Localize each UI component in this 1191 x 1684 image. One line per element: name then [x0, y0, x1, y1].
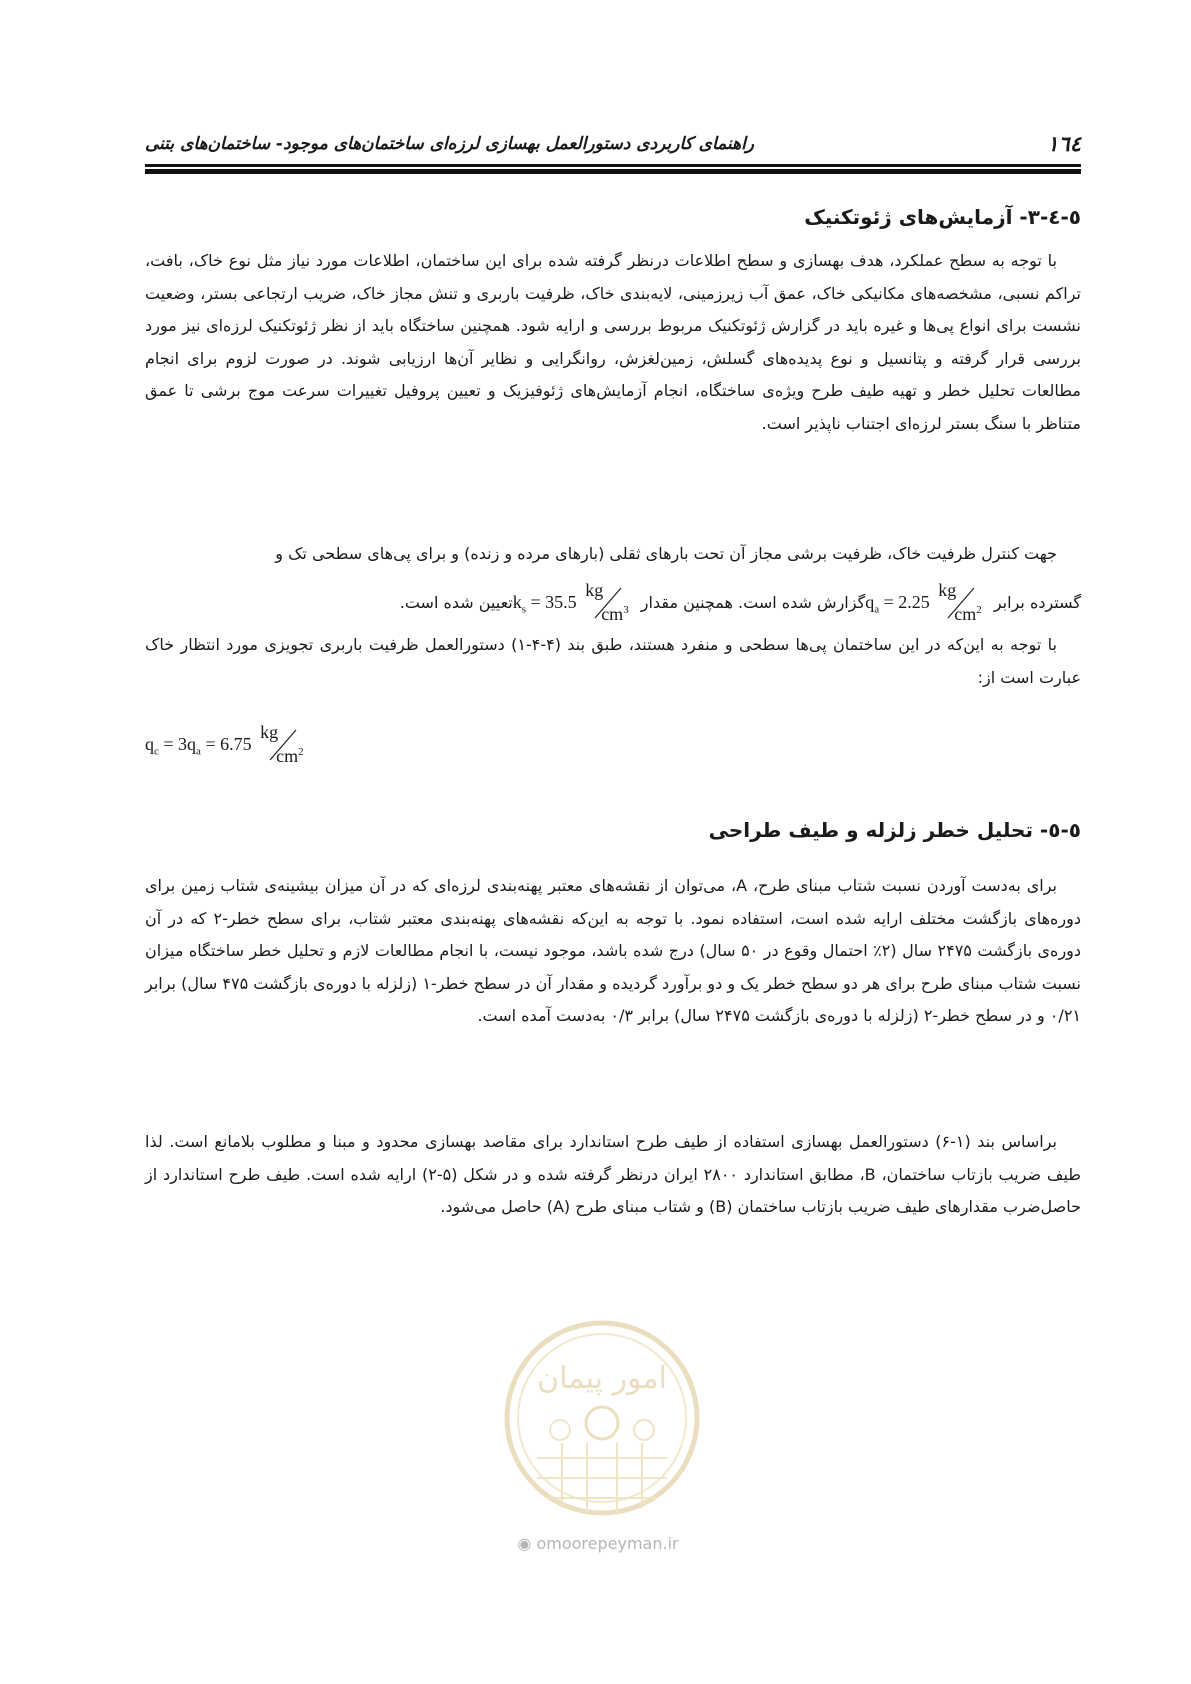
qc-value: = 6.75 — [205, 734, 252, 755]
page-header — [145, 128, 1081, 160]
geotech-paragraph-2: جهت کنترل ظرفیت خاک، ظرفیت برشی مجاز آن تحت بارهای ثقلی (بارهای مرده و زنده) و برای پی‌های سطحی تک و — [275, 544, 1057, 563]
hazard-paragraph-1: برای به‌دست آوردن نسبت شتاب مبنای طرح، A، می‌توان از نقشه‌های معتبر پهنه‌بندی لرزه‌ای که در آن میزان بیشینه‌ی شتاب زمین برای دوره‌های بازگشت مختلف ارایه شده است، استفاده نمود. با توجه به این‌که نقشه‌های پهنه‌بندی معتبر شتاب، برای سطح خطر-۲ که در آن دوره‌ی بازگشت ۲۴۷۵ سال (۲٪ احتمال وقوع در ۵۰ سال) درج شده باشد، موجود نیست، با انجام مطالعات لازم و تحلیل خطر ساختگاه میزان نسبت شتاب مبنای طرح برای هر دو سطح خطر یک و دو برآورد گردیده و مقدار آن در سطح خطر-۱ (زلزله با دوره‌ی بازگشت ۴۷۵ سال) برابر ۰/۲۱ و در سطح خطر-۲ (زلزله با دوره‌ی بازگشت ۲۴۷۵ سال) برابر ۰/۳ به‌دست آمده است. — [145, 876, 1082, 1025]
q-symbol: q — [865, 592, 875, 613]
header-rule-thin — [145, 164, 1081, 167]
sub-a: a — [874, 603, 880, 616]
unit-kg: kg — [260, 722, 279, 742]
footer-url: ◉ omoorepeyman.ir — [517, 1534, 679, 1553]
text-reported: گزارش شده است. همچنین مقدار — [640, 593, 866, 613]
sub-a: a — [196, 745, 201, 758]
sub-c: c — [154, 745, 159, 758]
section-geotechnical — [145, 205, 1081, 229]
k-symbol: k — [512, 592, 522, 613]
watermark-logo — [492, 1318, 712, 1518]
header-rule-thick — [145, 169, 1081, 174]
hazard-paragraph-2-wrap — [145, 1126, 1081, 1224]
geotech-paragraph-3-wrap — [145, 629, 1081, 694]
footer-url-text: omoorepeyman.ir — [536, 1534, 679, 1553]
qa-value: = 2.25 — [883, 592, 930, 613]
bearing-values-line — [145, 580, 1081, 624]
page-number: ١٦٤ — [1047, 132, 1081, 156]
ks-value: = 35.5 — [530, 592, 577, 613]
unit-fraction-kg-cm2 — [256, 722, 306, 766]
unit-cm: cm — [954, 604, 977, 624]
qc-lhs: = 3q — [163, 734, 197, 755]
hazard-paragraph-1-wrap — [145, 870, 1081, 1033]
unit-cm: cm — [276, 746, 299, 766]
section-heading: ٥-٤-٣- آزمایش‌های ژئوتکنیک — [804, 205, 1081, 229]
section-hazard-analysis — [145, 818, 1081, 842]
sub-s: s — [521, 603, 527, 616]
hazard-paragraph-2: براساس بند (۱-۶) دستورالعمل بهسازی استفاده از طیف طرح استاندارد برای مقاصد بهسازی محدود و مبنا و مطلوب بلامانع است. لذا طیف ضریب بازتاب ساختمان، B، مطابق استاندارد ۲۸۰۰ ایران درنظر گرفته شده و در شکل (۵-۲) ارایه شده است. طیف طرح استاندارد از حاصل‌ضرب مقدارهای طیف ضریب بازتاب ساختمان (B) و شتاب مبنای طرح (A) حاصل می‌شود. — [145, 1132, 1082, 1216]
geotech-paragraph-3: با توجه به این‌که در این ساختمان پی‌ها سطحی و منفرد هستند، طبق بند (۴-۴-۱) دستورالعمل ظرفیت باربری تجویزی مورد انتظار خاک عبارت است از: — [145, 635, 1081, 687]
unit-cm: cm — [601, 604, 624, 624]
geotech-paragraph-2-wrap — [145, 538, 1081, 571]
ks-formula — [512, 580, 636, 624]
qa-formula — [865, 580, 989, 624]
geotech-paragraph-1-wrap — [145, 245, 1081, 440]
unit-kg: kg — [938, 580, 957, 600]
unit-kg: kg — [585, 580, 604, 600]
unit-exp: 2 — [976, 604, 982, 616]
unit-fraction-kg-cm3 — [581, 580, 631, 624]
section-heading: ٥-٥- تحلیل خطر زلزله و طیف طراحی — [708, 818, 1081, 842]
watermark-logo-text: امور پیمان — [537, 1361, 667, 1396]
unit-fraction-kg-cm2 — [934, 580, 984, 624]
unit-exp: 2 — [298, 746, 304, 758]
geotech-paragraph-1: با توجه به سطح عملکرد، هدف بهسازی و سطح اطلاعات درنظر گرفته شده برای این ساختمان، اطلاعات مورد نیاز مثل نوع خاک، بافت، تراکم نسبی، مشخصه‌های مکانیکی خاک، عمق آب زیرزمینی، لایه‌بندی خاک، ظرفیت باربری و تنش مجاز خاک، ضریب ارتجاعی بستر، وضعیت نشست برای انواع پی‌ها و غیره باید در گزارش ژئوتکنیک مربوط بررسی و ارایه شود. همچنین ساختگاه باید از نظر ژئوتکنیک لرزه‌ای نیز مورد بررسی قرار گرفته و پتانسیل و نوع پدیده‌های گسلش، زمین‌لغزش، روانگرایی و نظایر آن‌ها ارزیابی شوند. در صورت لزوم برای انجام مطالعات تحلیل خطر و تهیه طیف طرح ویژه‌ی ساختگاه، انجام آزمایش‌های ژئوفیزیک و تعیین پروفیل تغییرات سرعت موج برشی تا عمق متناظر با سنگ بستر لرزه‌ای اجتناب ناپذیر است. — [145, 251, 1081, 433]
text-determined: تعیین شده است. — [399, 593, 513, 613]
text-spread-equal: گسترده برابر — [993, 593, 1081, 613]
unit-exp: 3 — [623, 604, 629, 616]
qc-formula — [145, 722, 306, 766]
q-symbol: q — [145, 734, 154, 755]
running-title: راهنمای کاربردی دستورالعمل بهسازی لرزه‌ای ساختمان‌های موجود- ساختمان‌های بتنی — [145, 134, 755, 154]
